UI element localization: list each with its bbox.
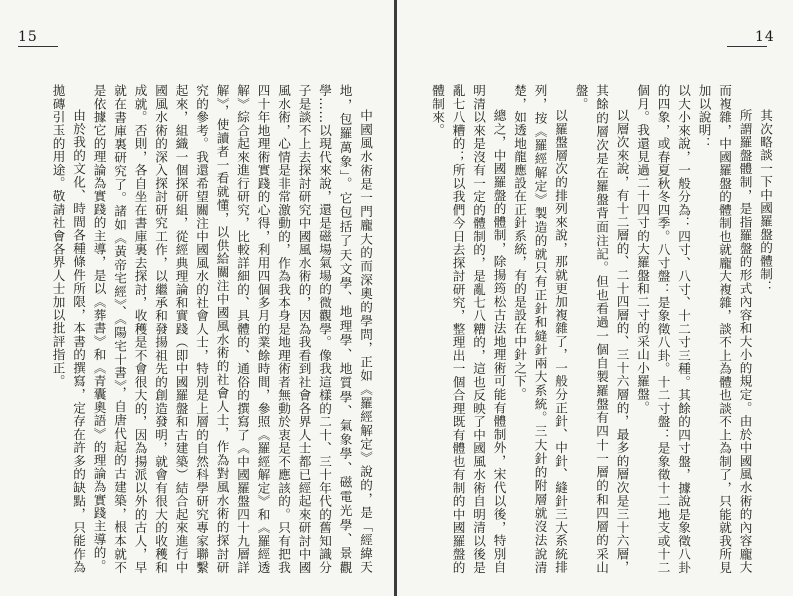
page-number-right: 14 — [755, 29, 775, 45]
paragraph: 以層次來說，有十二層的、二十四層的、三十六層的，最多的層次是三十六層，其餘的層次是在羅盤背面注記。但也看過一個自製羅盤有四十一層的和四層的采山盤。 — [573, 84, 630, 574]
header-rule-right — [727, 46, 767, 47]
paragraph: 其次略談一下中國羅盤的體制： — [758, 109, 773, 294]
paragraph: 中國風水術是一門龐大的而深奧的學問，正如《羅經解定》說的，是「經緯天地，包羅萬象」。它包括了天文學、地理學、地質學、氣象學、磁電光學、景觀學……以現代來說，還是磁場氣場的微觀學。像我這樣的二十、三十年代的舊知識分子是談不上去探討研究中國風水術的，因為我看到社會各界人士都已經起來研討中國風水術，心情是非常激動的，作為我本身是地理術者無動於衷是不應該的。只有把我四十年地理術實踐的心得，利用四個多月的業餘時間，參照《羅經解定》和《羅經透解》綜合起來進行研究，比較詳細的、具體的、通俗的撰寫了《中國羅盤四十九層詳解》，使讀者一看就懂，以供給關注中國風水術的社會人士，作為對風水術的探討研究的參考。我還希望關注中國風水的社會人士，特別是上層的自然科學研究專家聯繫起來，組織一個探研組，從經典理論和實踐（即中國羅盤和古建築）結合起來進行中國風水術的深入探討研究工作，以繼承和發揚祖先的創造發明，就會有很大的收穫和成就。否則，各自坐在書庫裏去探討，收穫是不會很大的，因為揚派以外的古人，早就在書庫裏研究了。諸如《黃帝宅經》、《陽宅十書》，自唐代起的古建築，根本就不是依據它的理論為實踐的主導，是以《葬書》和《青囊奧語》的理論為實踐主導的。 — [91, 84, 373, 574]
header-rule-left — [18, 46, 58, 47]
paragraph: 以大小來說，一般分為：四寸、八寸、十二寸三種。其餘的四寸盤，據說是象徵八卦的四象，或春夏秋冬四季。八寸盤：是象徵八卦。十二寸盤：是象徵十二地支或十二個月。我還見過二十四寸的大羅盤和二寸的采山小羅盤。 — [635, 84, 691, 574]
right-page — [397, 0, 793, 596]
left-page — [0, 0, 394, 596]
paragraph: 所謂羅盤體制，是指羅盤的形式內容和大小的規定。由於中國風水術的內容龐大而複雜，中國羅盤的體制也就龐大複雜，談不上為體也談不上為制了，只能就我所見加以說明： — [696, 84, 753, 574]
body-text-right — [415, 84, 775, 574]
paragraph: 由於我的文化、時間各種條件所限，本書的撰寫，定存在許多的缺點，只能作為拋磚引玉的用途。敬請社會各界人士加以批評指正。 — [50, 84, 86, 574]
paragraph: 總之，中國羅盤的體制，除揚筠松古法地理術可能有體制外，宋代以後，特別自明清以來是沒有一定的體制的，是亂七八糟的，這也反映了中國風水術自明清以後是亂七八糟的；所以我們今日去探討研究，整理出一個合理既有體也有制的中國羅盤的體制來。 — [430, 84, 507, 574]
paragraph: 以羅盤層次的排列來說，那就更加複雜了，一般分正針、中針、縫針三大系統排列，按《羅經解定》製造的就只有正針和縫針兩大系統。三大針的附層就沒法說清楚，如透地龍應設在正針系統，有的是設在中針之下。 — [512, 84, 568, 574]
body-text-left — [50, 84, 375, 574]
page-number-left: 15 — [18, 29, 38, 45]
